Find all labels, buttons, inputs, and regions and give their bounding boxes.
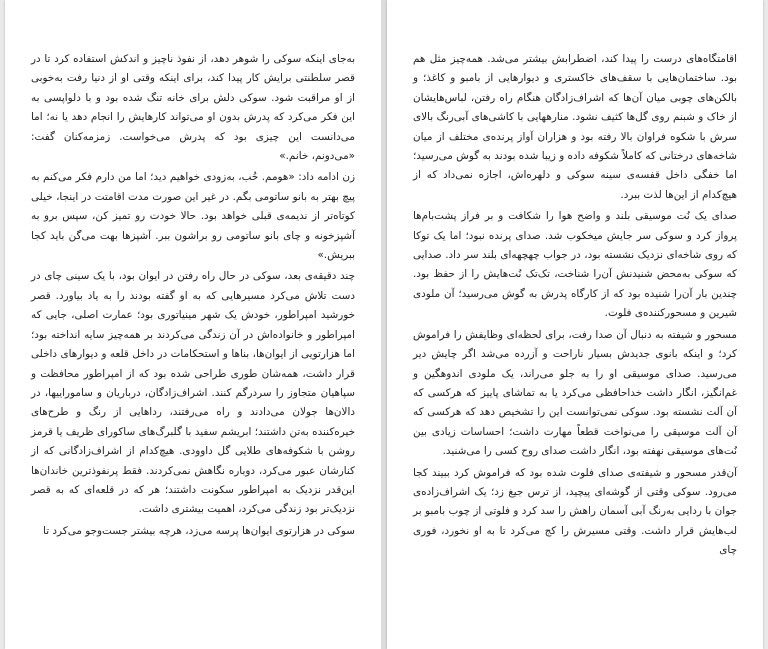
paragraph: به‌جای اینکه سوکی را شوهر دهد، از نفوذ ناچیز و اندکش استفاده کرد تا در قصر سلطنتی برایش کار پیدا کند، برای اینکه وقتی او از دنیا رفت به‌خوبی از او مراقبت شود. سوکی دلش برای خانه تنگ شده بود و با دلواپسی به این فکر می‌کرد که پدرش بدون او می‌تواند کارهایش را انجام دهد یا نه؛ اما می‌دانست این چیزی بود که پدرش می‌خواست. زمزمه‌کنان گفت: «می‌دونم، خانم.» — [31, 53, 355, 163]
paragraph: زن ادامه داد: «هومم. خُب، به‌زودی خواهیم دید؛ اما من دارم فکر می‌کنم به پیچ بهتر به بانو ساتومی بگم. در غیر این صورت مدت اقامتت در اینجا، خیلی کوتاه‌تر از ندیمه‌ی قبلی خواهد بود. حالا خودت رو تمیز کن، سپس برو به آشپزخونه و چای بانو ساتومی رو براشون ببر. آشپزها بهت می‌گن باید کجا ببریش.» — [31, 171, 355, 262]
left-page — [5, 0, 381, 649]
paragraph: صدای یک نُت موسیقی بلند و واضح هوا را شکافت و بر فراز پشت‌بام‌ها پرواز کرد و سوکی سر جایش میخکوب شد. صدای پرنده نبود؛ اما یک توکا که روی شاخه‌ای نزدیک نشسته بود، در جواب چهچهه‌ای بلند سر داد. صدایی که سوکی به‌محض شنیدنش آن‌را شناخت، تک‌تک نُت‌هایش را از حفظ بود. چندین بار آن‌را شنیده بود که از کارگاه پدرش به گوش می‌رسید؛ آن ملودی شیرین و مسحورکننده‌ی فلوت. — [413, 210, 737, 320]
paragraph: آن‌قدر مسحور و شیفته‌ی صدای فلوت شده بود که فراموش کرد ببیند کجا می‌رود. سوکی وقتی از گوشه‌ای پیچید، از ترس جیغ زد؛ یک اشراف‌زاده‌ی جوان با ردایی به‌رنگ آبی آسمان راهش را سد کرد و فلوتی از چوب بامبو بر لب‌هایش قرار داشت. وقتی مسیرش را کج می‌کرد تا به او نخورد، فوری چای — [413, 466, 737, 557]
paragraph: مسحور و شیفته به دنبال آن صدا رفت، برای لحظه‌ای وظایفش را فراموش کرد؛ و اینکه بانوی جدیدش بسیار ناراحت و آزرده می‌شد اگر چایش دیر می‌رسید. صدای موسیقی او را به جلو می‌راند، یک ملودی اندوهگین و غم‌انگیز، انگار داشت خداحافظی می‌کرد یا به تماشای پاییز که هرکسی که آن آلت نشسته بود. سوکی نمی‌توانست این را تشخیص دهد که هرکسی که آن آلت موسیقی را می‌نواخت قطعاً مهارت داشت؛ احساسات زیادی بین نُت‌های موسیقی نهفته بود، انگار داشت صدای روح کسی را می‌شنید. — [413, 328, 737, 458]
right-page-text — [413, 50, 737, 563]
paragraph: اقامتگاه‌های درست را پیدا کند، اضطرابش بیشتر می‌شد. همه‌چیز مثل هم بود. ساختمان‌هایی با سقف‌های خاکستری و دیوارهایی از بامبو و کاغذ؛ و بالکن‌های چوبی میان آن‌ها که اشراف‌زادگان هنگام راه رفتن، لباس‌هایشان از خاک و شبنم روی گل‌ها کثیف نشود. منارههایی با کاشی‌های آبی‌رنگ بالای سرش با شکوه فراوان بالا رفته بود و هزاران آواز پرنده‌ی مختلف از میان شاخه‌های درختانی که کاملاً شکوفه داده و زیبا شده بودند به گوش می‌رسید؛ اما خفگی داخل قفسه‌ی سینه سوکی و دلهره‌اش، اجازه نمی‌داد که از هیچ‌کدام از این‌ها لذت ببرد. — [413, 53, 737, 201]
left-page-text — [31, 50, 355, 543]
paragraph: سوکی در هزارتوی ایوان‌ها پرسه می‌زد، هرچه بیشتر جست‌وجو می‌کرد تا — [43, 524, 355, 537]
right-page — [387, 0, 763, 649]
paragraph: چند دقیقه‌ی بعد، سوکی در حال راه رفتن در ایوان بود، با یک سینی چای در دست تلاش می‌کرد مسیرهایی که به او گفته بودند را به یاد بیاورد. قصر خورشید امپراطور، خودش یک شهر مینیاتوری بود؛ عمارت اصلی، جایی که امپراطور و خانواده‌اش در آن زندگی می‌کردند بر همه‌چیز سایه انداخته بود؛ اما هزارتویی از ایوان‌ها، بناها و استحکامات در داخل قلعه و دیوارهای داخلی قرار داشت، همه‌شان طوری طراحی شده بود که از امپراطور محافظت و سپاهیان متجاوز را سردرگم کنند. اشراف‌زادگان، درباریان و ساموراییها، در دالان‌ها جولان می‌دادند و راه می‌رفتند، رداهایی از رنگ و طرح‌های خیره‌کننده به‌تن داشتند؛ ابریشم سفید با گلبرگ‌های ساکورای ظریف یا قرمز روشن با شکوفه‌های طلایی گل داوودی. هیچ‌کدام از اشراف‌زادگانی که از کنارشان عبور می‌کرد، دوباره نگاهش نمی‌کردند. فقط پرنفوذترین خاندان‌ها این‌قدر نزدیک به امپراطور سکونت داشتند؛ هر که در قلعه‌ای که به قصر نزدیک‌تر بود زندگی می‌کرد، اهمیت بیشتری داشت. — [31, 270, 355, 516]
